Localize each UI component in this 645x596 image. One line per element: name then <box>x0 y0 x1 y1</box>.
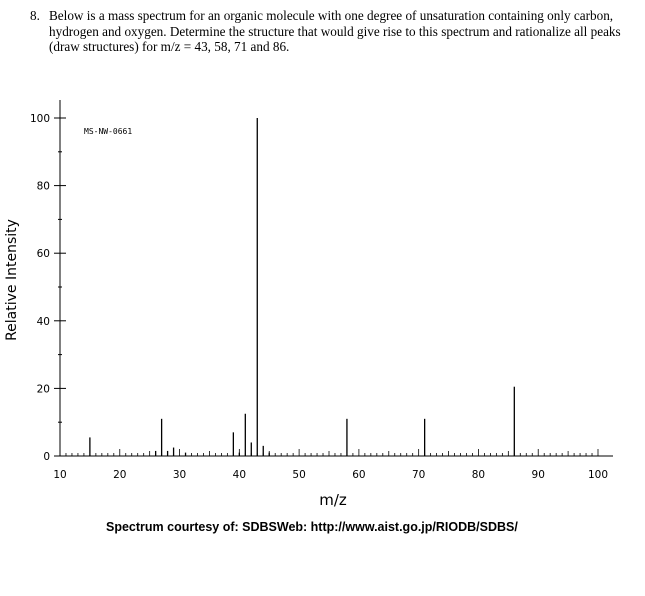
x-tick-label: 30 <box>172 469 187 481</box>
x-tick-label: 90 <box>531 469 545 481</box>
y-tick-label: 60 <box>36 248 50 261</box>
y-axis-title: Relative Intensity <box>4 219 20 341</box>
y-tick-label: 40 <box>36 315 50 328</box>
y-tick-label: 0 <box>43 451 50 463</box>
question-text: Below is a mass spectrum for an organic molecule with one degree of unsaturation containing only carbon, hydrogen and oxygen. Determine the structure that would give rise to this spectrum and rationalize all peaks (draw structures) for m/z = 43, 58, 71 and 86. <box>49 8 621 54</box>
chart-labels <box>4 113 608 509</box>
x-axis-title: m/z <box>319 491 347 509</box>
question-number: 8. <box>30 8 40 23</box>
x-tick-label: 70 <box>411 469 426 481</box>
y-tick-label: 100 <box>29 113 50 125</box>
x-tick-label: 60 <box>352 469 366 481</box>
x-tick-label: 80 <box>471 469 486 481</box>
x-tick-label: 40 <box>232 469 247 481</box>
spectrum-credit: Spectrum courtesy of: SDBSWeb: http://www.aist.go.jp/RIODB/SDBS/ <box>106 520 518 534</box>
x-tick-label: 50 <box>292 469 306 481</box>
y-tick-label: 80 <box>36 180 50 193</box>
x-tick-label: 10 <box>53 469 67 481</box>
chart-peaks <box>90 118 514 456</box>
x-tick-label: 20 <box>113 469 127 481</box>
x-tick-label: 100 <box>587 469 609 481</box>
spectrum-id-label: MS-NW-0661 <box>84 127 133 136</box>
chart-axes <box>54 100 613 456</box>
y-tick-label: 20 <box>36 383 50 396</box>
